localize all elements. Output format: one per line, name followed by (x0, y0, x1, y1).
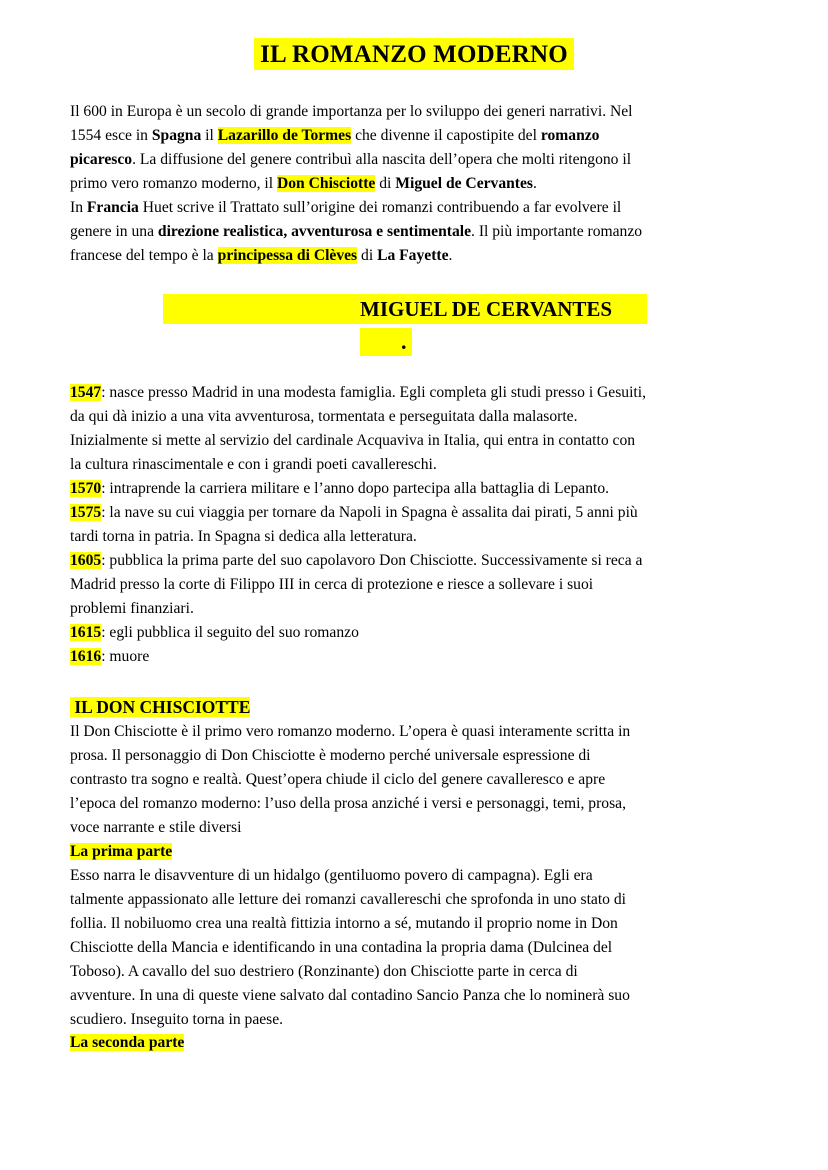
bio-line (70, 453, 760, 477)
highlight-lazarillo: Lazarillo de Tormes (217, 127, 352, 144)
bio-text: la cultura rinascimentale e con i grandi poeti cavallereschi. (70, 456, 437, 473)
bio-text: problemi finanziari. (70, 600, 194, 617)
paragraph-line: follia. Il nobiluomo crea una realtà fittizia intorno a sé, mutando il proprio nome in Don (70, 915, 618, 932)
bio-line (70, 621, 760, 645)
bio-line (70, 597, 760, 621)
intro-line (70, 148, 760, 172)
intro-text: . (532, 175, 537, 192)
subheading-seconda-parte (70, 1032, 184, 1054)
bio-text: tardi torna in patria. In Spagna si dedica alla letteratura. (70, 528, 417, 545)
intro-bold-spagna: Spagna (151, 127, 202, 144)
intro-line (70, 100, 760, 124)
intro-text: Huet scrive il Trattato sull’origine dei romanzi contribuendo a far evolvere il (138, 199, 622, 216)
highlight-principessa: principessa di Clèves (217, 247, 358, 264)
intro-text: di (357, 247, 378, 264)
intro-text: il (201, 127, 218, 144)
bio-line (70, 381, 760, 405)
year-1616: 1616 (70, 648, 102, 665)
bio-text: : intraprende la carriera militare e l’anno dopo partecipa alla battaglia di Lepanto. (101, 480, 610, 497)
paragraph-line: contrasto tra sogno e realtà. Quest’opera chiude il ciclo del genere cavalleresco e apre (70, 771, 606, 788)
bio-line (70, 525, 760, 549)
year-1570: 1570 (70, 480, 102, 497)
intro-bold-la-fayette: La Fayette (377, 247, 449, 264)
intro-text: . Il più importante romanzo (471, 223, 643, 240)
intro-line (70, 172, 760, 196)
year-1605: 1605 (70, 552, 102, 569)
intro-text: . La diffusione del genere contribuì alla nascita dell’opera che molti ritengono il (132, 151, 632, 168)
title-container (0, 38, 828, 70)
paragraph-line: scudiero. Inseguito torna in paese. (70, 1011, 284, 1028)
bio-text: : egli pubblica il seguito del suo romanzo (101, 624, 359, 641)
intro-paragraph (70, 100, 760, 268)
heading-dot-highlight (360, 328, 412, 356)
paragraph-line: avventure. In una di queste viene salvato dal contadino Sancio Panza che lo nominerà suo (70, 987, 630, 1004)
bio-text: Inizialmente si mette al servizio del cardinale Acquaviva in Italia, qui entra in contatto con (70, 432, 636, 449)
don-chisciotte-heading-text: IL DON CHISCIOTTE (70, 697, 251, 717)
intro-text: . (448, 247, 453, 264)
page-title: IL ROMANZO MODERNO (254, 38, 574, 70)
intro-bold-picaresco: picaresco (70, 151, 133, 168)
intro-bold-francia: Francia (86, 199, 139, 216)
intro-line (70, 124, 760, 148)
bio-line (70, 429, 760, 453)
intro-text: di (375, 175, 396, 192)
bio-text: : la nave su cui viaggia per tornare da Napoli in Spagna è assalita dai pirati, 5 anni più (101, 504, 638, 521)
don-chisciotte-paragraph (70, 720, 760, 840)
seconda-parte-text: La seconda parte (70, 1034, 185, 1051)
bio-text: : nasce presso Madrid in una modesta famiglia. Egli completa gli studi presso i Gesuiti, (101, 384, 646, 401)
intro-bold-cervantes: Miguel de Cervantes (395, 175, 533, 192)
section-heading-cervantes: MIGUEL DE CERVANTES (360, 297, 613, 321)
paragraph-line: Esso narra le disavventure di un hidalgo (gentiluomo povero di campagna). Egli era (70, 867, 593, 884)
bio-line (70, 645, 760, 669)
bio-text: : pubblica la prima parte del suo capolavoro Don Chisciotte. Successivamente si reca a (101, 552, 643, 569)
paragraph-line: talmente appassionato alle letture dei romanzi cavallereschi che sprofonda in uno stato di (70, 891, 626, 908)
bio-line (70, 549, 760, 573)
prima-parte-text: La prima parte (70, 843, 173, 860)
intro-text: Il 600 in Europa è un secolo di grande importanza per lo sviluppo dei generi narrativi. Nel (70, 103, 633, 120)
year-1547: 1547 (70, 384, 102, 401)
paragraph-line: Il Don Chisciotte è il primo vero romanzo moderno. L’opera è quasi interamente scritta in (70, 723, 631, 740)
biography-paragraph (70, 381, 760, 669)
intro-line (70, 220, 760, 244)
bio-text: Madrid presso la corte di Filippo III in cerca di protezione e riesce a sollevare i suoi (70, 576, 594, 593)
bio-line (70, 573, 760, 597)
paragraph-line: prosa. Il personaggio di Don Chisciotte è moderno perché universale espressione di (70, 747, 591, 764)
subheading-prima-parte (70, 841, 172, 863)
paragraph-line: Chisciotte della Mancia e identificando in una contadina la propria dama (Dulcinea del (70, 939, 613, 956)
intro-line (70, 244, 760, 268)
section-heading-don-chisciotte (70, 695, 250, 719)
intro-text: primo vero romanzo moderno, il (70, 175, 277, 192)
intro-text: In (70, 199, 87, 216)
intro-text: genere in una (70, 223, 158, 240)
paragraph-line: Toboso). A cavallo del suo destriero (Ronzinante) don Chisciotte parte in cerca di (70, 963, 578, 980)
year-1575: 1575 (70, 504, 102, 521)
bio-text: : muore (101, 648, 150, 665)
year-1615: 1615 (70, 624, 102, 641)
prima-parte-paragraph (70, 864, 760, 1032)
paragraph-line: voce narrante e stile diversi (70, 819, 242, 836)
intro-text: 1554 esce in (70, 127, 152, 144)
highlight-don-chisciotte: Don Chisciotte (277, 175, 376, 192)
paragraph-line: l’epoca del romanzo moderno: l’uso della prosa anziché i versi e personaggi, temi, prosa, (70, 795, 626, 812)
bio-line (70, 477, 760, 501)
intro-text: francese del tempo è la (70, 247, 218, 264)
intro-line (70, 196, 760, 220)
bio-line (70, 501, 760, 525)
bio-line (70, 405, 760, 429)
intro-bold-direzione: direzione realistica, avventurosa e sentimentale (157, 223, 472, 240)
bio-text: da qui dà inizio a una vita avventurosa, tormentata e perseguitata dalla malasorte. (70, 408, 578, 425)
heading-dot: . (401, 329, 407, 354)
intro-text: che divenne il capostipite del (351, 127, 541, 144)
intro-bold-romanzo: romanzo (540, 127, 600, 144)
